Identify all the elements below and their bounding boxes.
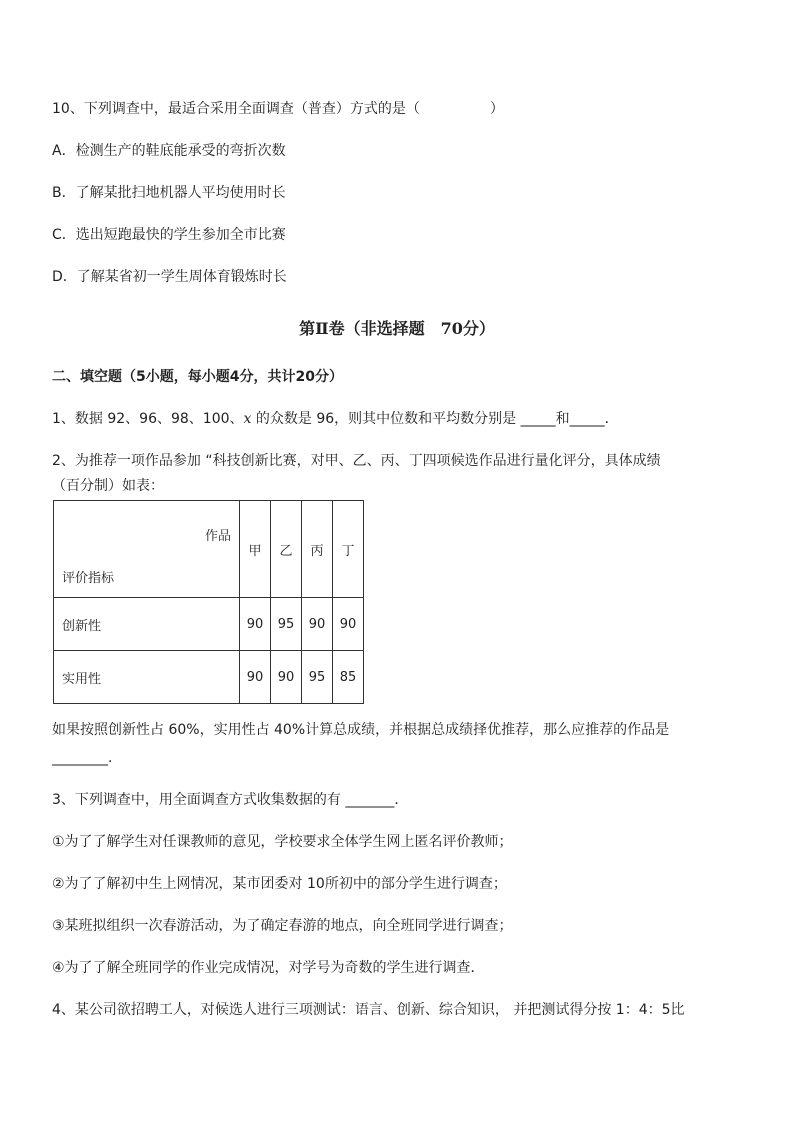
table-cell: 90 — [240, 651, 271, 704]
q10-stem: 10、下列调查中，最适合采用全面调查（普查）方式的是（ ） — [52, 101, 504, 117]
table-header-row — [54, 501, 364, 598]
fq2-after-line2: ________. — [52, 750, 113, 766]
fq1-prefix: 1、数据 92、96、98、100、 — [52, 411, 244, 427]
corner-bottom-label: 评价指标 — [62, 571, 115, 586]
table-cell: 90 — [333, 598, 364, 651]
column-header: 丁 — [333, 501, 364, 598]
fq3-item-2: ②为了了解初中生上网情况，某市团委对 10所初中的部分学生进行调查； — [52, 876, 507, 892]
table-cell: 90 — [302, 598, 333, 651]
fq1-suffix: 的众数是 96，则其中位数和平均数分别是 _____和_____． — [251, 411, 619, 427]
section-title: 第Ⅱ卷（非选择题 70分） — [299, 319, 495, 338]
table-cell: 90 — [271, 651, 302, 704]
table-cell: 85 — [333, 651, 364, 704]
column-header: 甲 — [240, 501, 271, 598]
table-row — [54, 651, 364, 704]
fill-question-1 — [52, 409, 619, 429]
fq3-stem: 3、下列调查中，用全面调查方式收集数据的有 _______． — [52, 792, 409, 808]
fq2-after-line1: 如果按照创新性占 60%，实用性占 40%计算总成绩，并根据总成绩择优推荐，那么应推荐的作品是 — [52, 722, 670, 738]
row-label: 实用性 — [54, 651, 240, 704]
fq4-stem: 4、某公司欲招聘工人，对候选人进行三项测试：语言、创新、综合知识， 并把测试得分按 1：4：5比 — [52, 1002, 685, 1018]
q10-option-a: A．检测生产的鞋底能承受的弯折次数 — [52, 143, 286, 159]
column-header: 乙 — [271, 501, 302, 598]
fq3-item-4: ④为了了解全班同学的作业完成情况，对学号为奇数的学生进行调查． — [52, 960, 485, 976]
fq3-item-3: ③某班拟组织一次春游活动，为了确定春游的地点，向全班同学进行调查； — [52, 918, 513, 934]
q10-option-c: C．选出短跑最快的学生参加全市比赛 — [52, 227, 286, 243]
fq2-stem-line1: 2、为推荐一项作品参加 “科技创新比赛，对甲、乙、丙、丁四项候选作品进行量化评分，具体成绩 — [52, 453, 661, 469]
q10-option-d: D．了解某省初一学生周体育锻炼时长 — [52, 269, 287, 285]
corner-top-label: 作品 — [204, 529, 231, 544]
table-corner-cell — [54, 501, 240, 598]
fq2-stem-line2: （百分制）如表： — [52, 478, 164, 494]
part-title: 二、填空题（5小题，每小题4分，共计20分） — [52, 369, 343, 385]
column-header: 丙 — [302, 501, 333, 598]
q10-option-b: B．了解某批扫地机器人平均使用时长 — [52, 185, 286, 201]
score-table — [53, 500, 364, 704]
row-label: 创新性 — [54, 598, 240, 651]
table-cell: 90 — [240, 598, 271, 651]
fq3-item-1: ①为了了解学生对任课教师的意见，学校要求全体学生网上匿名评价教师； — [52, 834, 513, 850]
table-cell: 95 — [271, 598, 302, 651]
table-cell: 95 — [302, 651, 333, 704]
fq1-variable: x — [243, 411, 252, 427]
table-row — [54, 598, 364, 651]
